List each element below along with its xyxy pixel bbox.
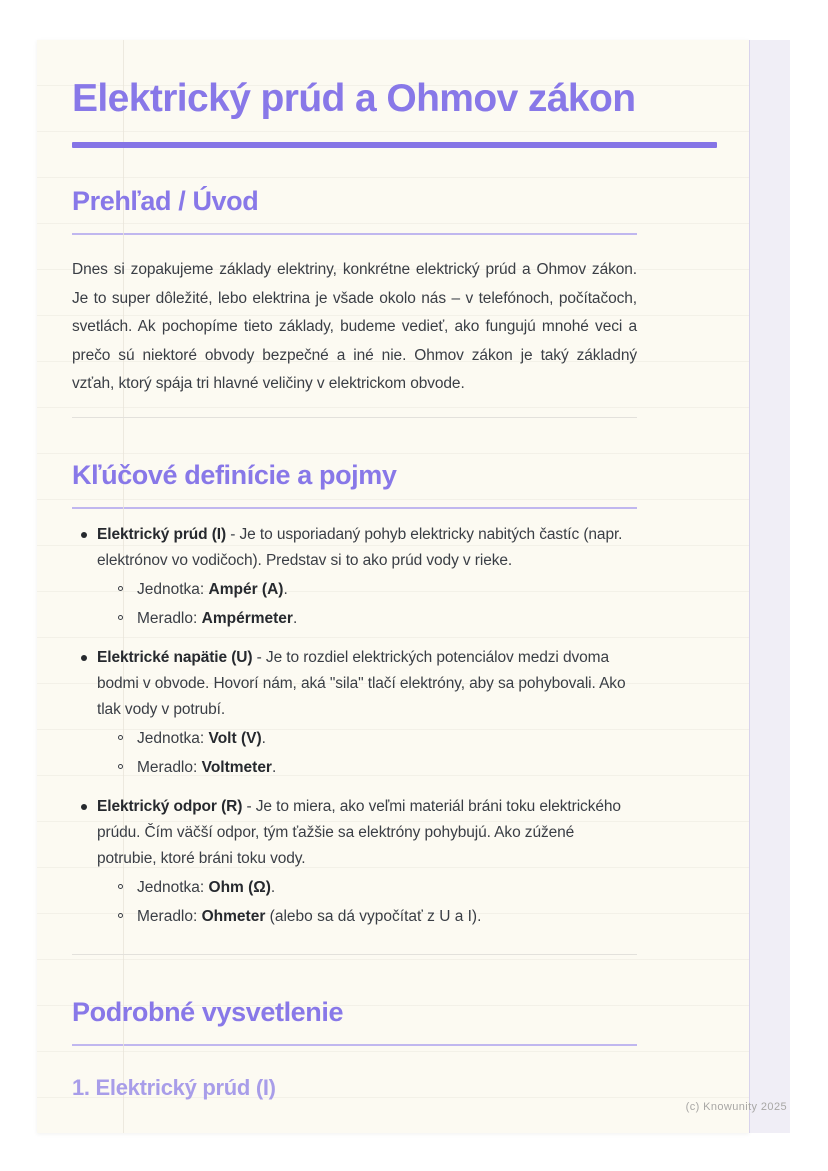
subitem-text	[137, 755, 637, 781]
definition-subitem-meter	[97, 904, 637, 930]
definition-text	[97, 522, 637, 574]
section-details	[72, 996, 637, 1101]
subitem-label: Jednotka:	[137, 729, 209, 747]
bullet-icon	[81, 804, 87, 810]
subitem-text	[137, 904, 637, 930]
subitem-suffix: .	[283, 580, 288, 598]
subitem-label: Meradlo:	[137, 758, 202, 776]
definition-item-current	[72, 522, 637, 632]
definitions-heading: Kľúčové definície a pojmy	[72, 459, 397, 490]
subitem-label: Jednotka:	[137, 580, 209, 598]
definition-item-resistance	[72, 794, 637, 930]
details-subheading: 1. Elektrický prúd (I)	[72, 1074, 276, 1100]
subitem-value: Ampérmeter	[201, 609, 293, 627]
watermark: (c) Knowunity 2025	[685, 1101, 787, 1113]
page-edge-stripe	[749, 40, 790, 1133]
subitem-value: Ampér (A)	[208, 580, 284, 598]
intro-paragraph: Dnes si zopakujeme základy elektriny, konkrétne elektrický prúd a Ohmov zákon. Je to super dôležité, lebo elektrina je všade okolo nás – v telefónoch, počítačoch, svetlách. Ak pochopíme tieto základy, budeme vedieť, ako fungujú mnohé veci a prečo sú niektoré obvody bezpečné a iné nie. Ohmov zákon je taký základný vzťah, ktorý spája tri hlavné veličiny v elektrickom obvode.	[72, 261, 637, 393]
definition-subitem-unit	[97, 875, 637, 901]
definition-description: - Je to rozdiel elektrických potenciálov medzi dvoma bodmi v obvode. Hovorí nám, aká "sila" tlačí elektróny, aby sa pohybovali. Ako tlak vody v potrubí.	[97, 648, 626, 718]
page-title: Elektrický prúd a Ohmov zákon	[72, 77, 636, 120]
definition-term: Elektrický odpor (R)	[97, 797, 243, 815]
subitem-value: Ohm (Ω)	[208, 878, 271, 896]
subitem-text	[137, 875, 637, 901]
definition-subitem-meter	[97, 755, 637, 781]
definition-subitem-unit	[97, 577, 637, 603]
subitem-label: Meradlo:	[137, 609, 202, 627]
subitem-value: Ohmeter	[201, 907, 266, 925]
section-divider	[72, 954, 637, 955]
bullet-icon	[81, 532, 87, 538]
circle-bullet-icon	[118, 764, 123, 769]
definition-sublist	[97, 875, 637, 930]
definition-subitem-unit	[97, 726, 637, 752]
subitem-label: Meradlo:	[137, 907, 202, 925]
section-definitions	[72, 459, 637, 930]
definition-description: - Je to miera, ako veľmi materiál bráni toku elektrického prúdu. Čím väčší odpor, tým ťažšie sa elektróny pohybujú. Ako zúžené potrubie, ktoré bráni toku vody.	[97, 797, 621, 867]
subitem-label: Jednotka:	[137, 878, 209, 896]
title-rule	[72, 142, 717, 148]
definition-description: - Je to usporiadaný pohyb elektricky nabitých častíc (napr. elektrónov vo vodičoch). Predstav si to ako prúd vody v rieke.	[97, 525, 623, 569]
subitem-value: Voltmeter	[201, 758, 272, 776]
subitem-suffix: .	[261, 729, 266, 747]
subitem-text	[137, 577, 637, 603]
intro-heading: Prehľad / Úvod	[72, 186, 259, 216]
subitem-text	[137, 606, 637, 632]
circle-bullet-icon	[118, 615, 123, 620]
definition-term: Elektrický prúd (I)	[97, 525, 227, 543]
circle-bullet-icon	[118, 735, 123, 740]
definition-sublist	[97, 577, 637, 632]
definition-text	[97, 794, 637, 872]
subitem-suffix: .	[270, 878, 276, 896]
subitem-suffix: .	[271, 758, 277, 776]
subitem-suffix: .	[292, 609, 298, 627]
heading-underline	[72, 1044, 637, 1046]
bullet-icon	[81, 655, 87, 661]
subitem-text	[137, 726, 637, 752]
circle-bullet-icon	[118, 586, 123, 591]
details-heading: Podrobné vysvetlenie	[72, 996, 344, 1027]
definition-text	[97, 645, 637, 723]
definition-subitem-meter	[97, 606, 637, 632]
subitem-suffix: (alebo sa dá vypočítať z U a I).	[265, 907, 482, 925]
section-divider	[72, 417, 637, 418]
definitions-list	[72, 522, 637, 930]
definition-sublist	[97, 726, 637, 781]
heading-underline	[72, 507, 637, 509]
section-intro	[72, 185, 637, 399]
circle-bullet-icon	[118, 913, 123, 918]
subitem-value: Volt (V)	[208, 729, 262, 747]
definition-item-voltage	[72, 645, 637, 781]
definition-term: Elektrické napätie (U)	[97, 648, 253, 666]
circle-bullet-icon	[118, 884, 123, 889]
heading-underline	[72, 233, 637, 235]
document-page	[37, 40, 749, 1133]
